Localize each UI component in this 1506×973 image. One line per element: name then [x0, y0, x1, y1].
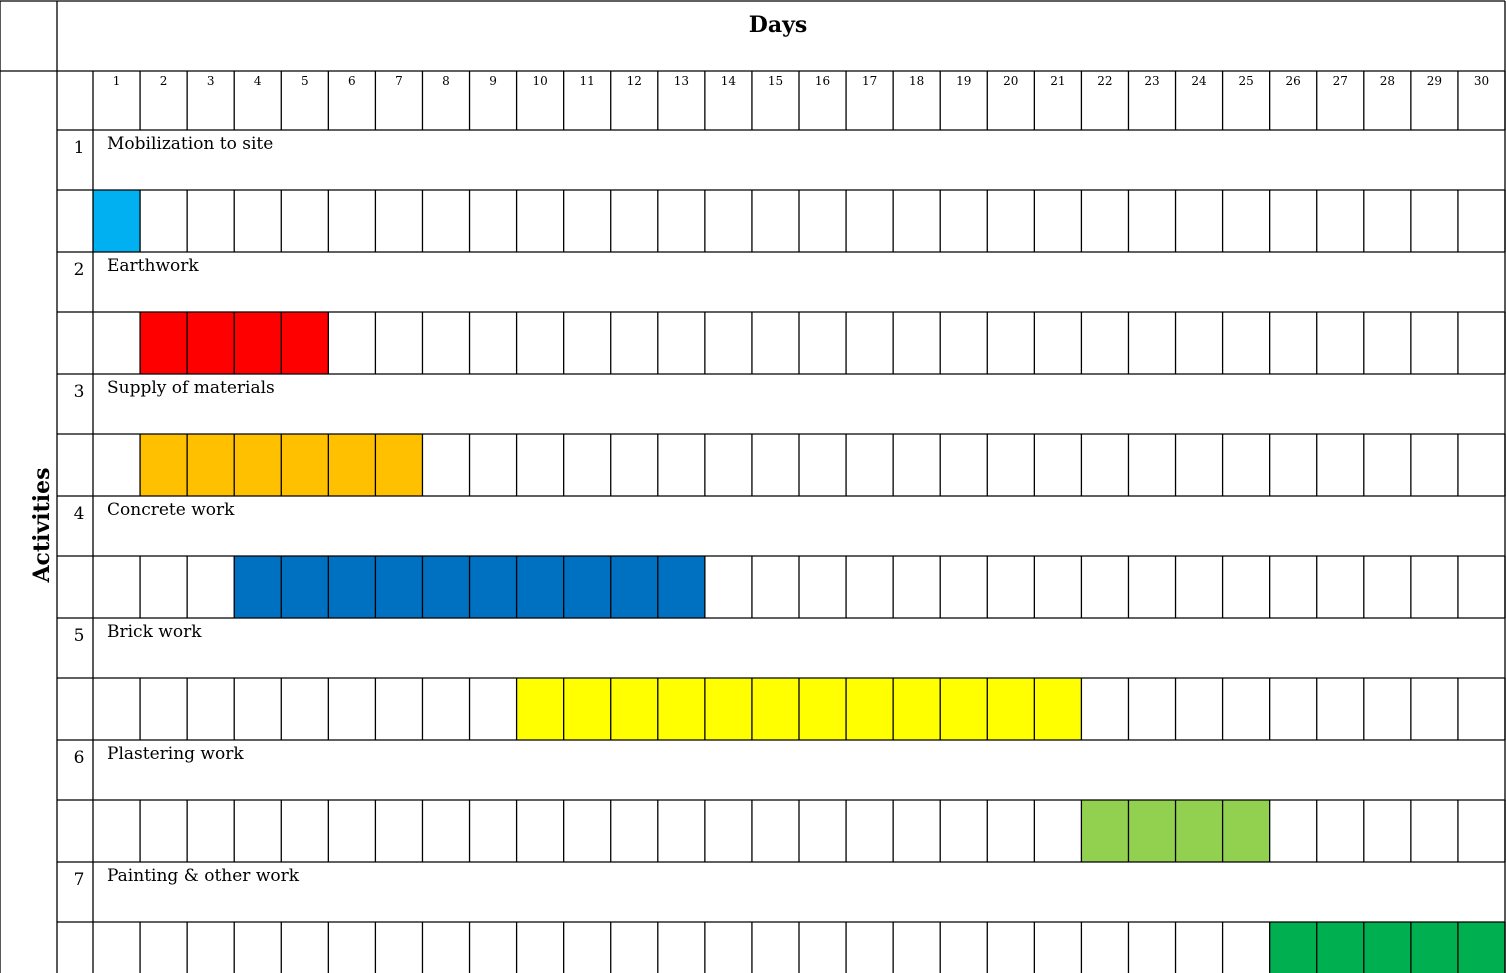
day-label: 26	[1285, 74, 1301, 88]
day-label: 14	[720, 74, 737, 88]
bar-cell	[1364, 922, 1411, 973]
day-label: 30	[1473, 74, 1490, 88]
bar-cell	[422, 556, 469, 618]
day-label: 10	[532, 74, 548, 88]
day-label: 1	[112, 74, 121, 88]
bar-cell	[564, 556, 611, 618]
bar-cell	[1081, 800, 1128, 862]
day-label: 18	[909, 74, 925, 88]
bar-cell	[846, 678, 893, 740]
bar-cell	[140, 312, 187, 374]
days-header: Days	[748, 12, 808, 38]
activities-side-label: Activities	[29, 467, 55, 583]
bar-cell	[281, 434, 328, 496]
activity-number: 3	[73, 382, 85, 402]
bar-cell	[375, 434, 422, 496]
bar-cell	[1128, 800, 1175, 862]
bar-cell	[187, 312, 234, 374]
bar-cell	[1034, 678, 1081, 740]
bar-cell	[517, 556, 564, 618]
bar-cell	[470, 556, 517, 618]
bar-cell	[1223, 800, 1270, 862]
day-label: 20	[1003, 74, 1019, 88]
activity-name: Plastering work	[107, 744, 244, 764]
day-label: 4	[253, 74, 262, 88]
activity-number: 7	[73, 870, 85, 890]
bar-cell	[234, 556, 281, 618]
activity-name: Supply of materials	[107, 378, 275, 398]
bar-cell	[281, 312, 328, 374]
bar-cell	[564, 678, 611, 740]
day-label: 17	[861, 74, 878, 88]
bar-cell	[328, 434, 375, 496]
bar-cell	[611, 678, 658, 740]
day-label: 24	[1191, 74, 1207, 88]
day-label: 22	[1097, 74, 1113, 88]
day-label: 13	[673, 74, 689, 88]
bar-cell	[658, 678, 705, 740]
day-label: 15	[767, 74, 784, 88]
bar-cell	[1458, 922, 1505, 973]
day-label: 8	[442, 74, 450, 88]
bar-cell	[281, 556, 328, 618]
bar-cell	[187, 434, 234, 496]
day-label: 3	[206, 74, 215, 88]
day-label: 9	[489, 74, 497, 88]
bar-cell	[328, 556, 375, 618]
day-label: 27	[1332, 74, 1348, 88]
day-label: 21	[1050, 74, 1066, 88]
bar-cell	[93, 190, 140, 252]
bar-cell	[1176, 800, 1223, 862]
bar-cell	[1317, 922, 1364, 973]
activity-number: 1	[73, 138, 85, 158]
bar-cell	[799, 678, 846, 740]
bar-cell	[375, 556, 422, 618]
day-label: 12	[626, 74, 642, 88]
day-label: 7	[395, 74, 403, 88]
day-label: 25	[1238, 74, 1254, 88]
bar-cell	[611, 556, 658, 618]
bar-cell	[234, 312, 281, 374]
activity-number: 2	[73, 260, 85, 280]
activity-number: 6	[73, 748, 85, 768]
bar-cell	[1411, 922, 1458, 973]
bar-cell	[940, 678, 987, 740]
bar-cell	[140, 434, 187, 496]
bar-cell	[234, 434, 281, 496]
bar-cell	[517, 678, 564, 740]
activity-name: Earthwork	[107, 256, 199, 276]
activity-name: Painting & other work	[107, 866, 300, 886]
day-label: 6	[348, 74, 356, 88]
bar-cell	[1270, 922, 1317, 973]
activity-name: Brick work	[107, 622, 202, 642]
bar-cell	[987, 678, 1034, 740]
bar-cell	[705, 678, 752, 740]
bar-cell	[658, 556, 705, 618]
bar-cell	[893, 678, 940, 740]
day-label: 16	[814, 74, 831, 88]
activity-name: Mobilization to site	[107, 134, 274, 154]
activity-number: 5	[73, 626, 85, 646]
day-label: 23	[1144, 74, 1160, 88]
day-label: 29	[1426, 74, 1443, 88]
day-label: 2	[159, 74, 168, 88]
day-label: 28	[1379, 74, 1395, 88]
bar-cell	[752, 678, 799, 740]
activity-name: Concrete work	[107, 500, 235, 520]
day-label: 5	[300, 74, 309, 88]
day-label: 11	[579, 74, 595, 88]
day-label: 19	[956, 74, 972, 88]
activity-number: 4	[73, 504, 85, 524]
